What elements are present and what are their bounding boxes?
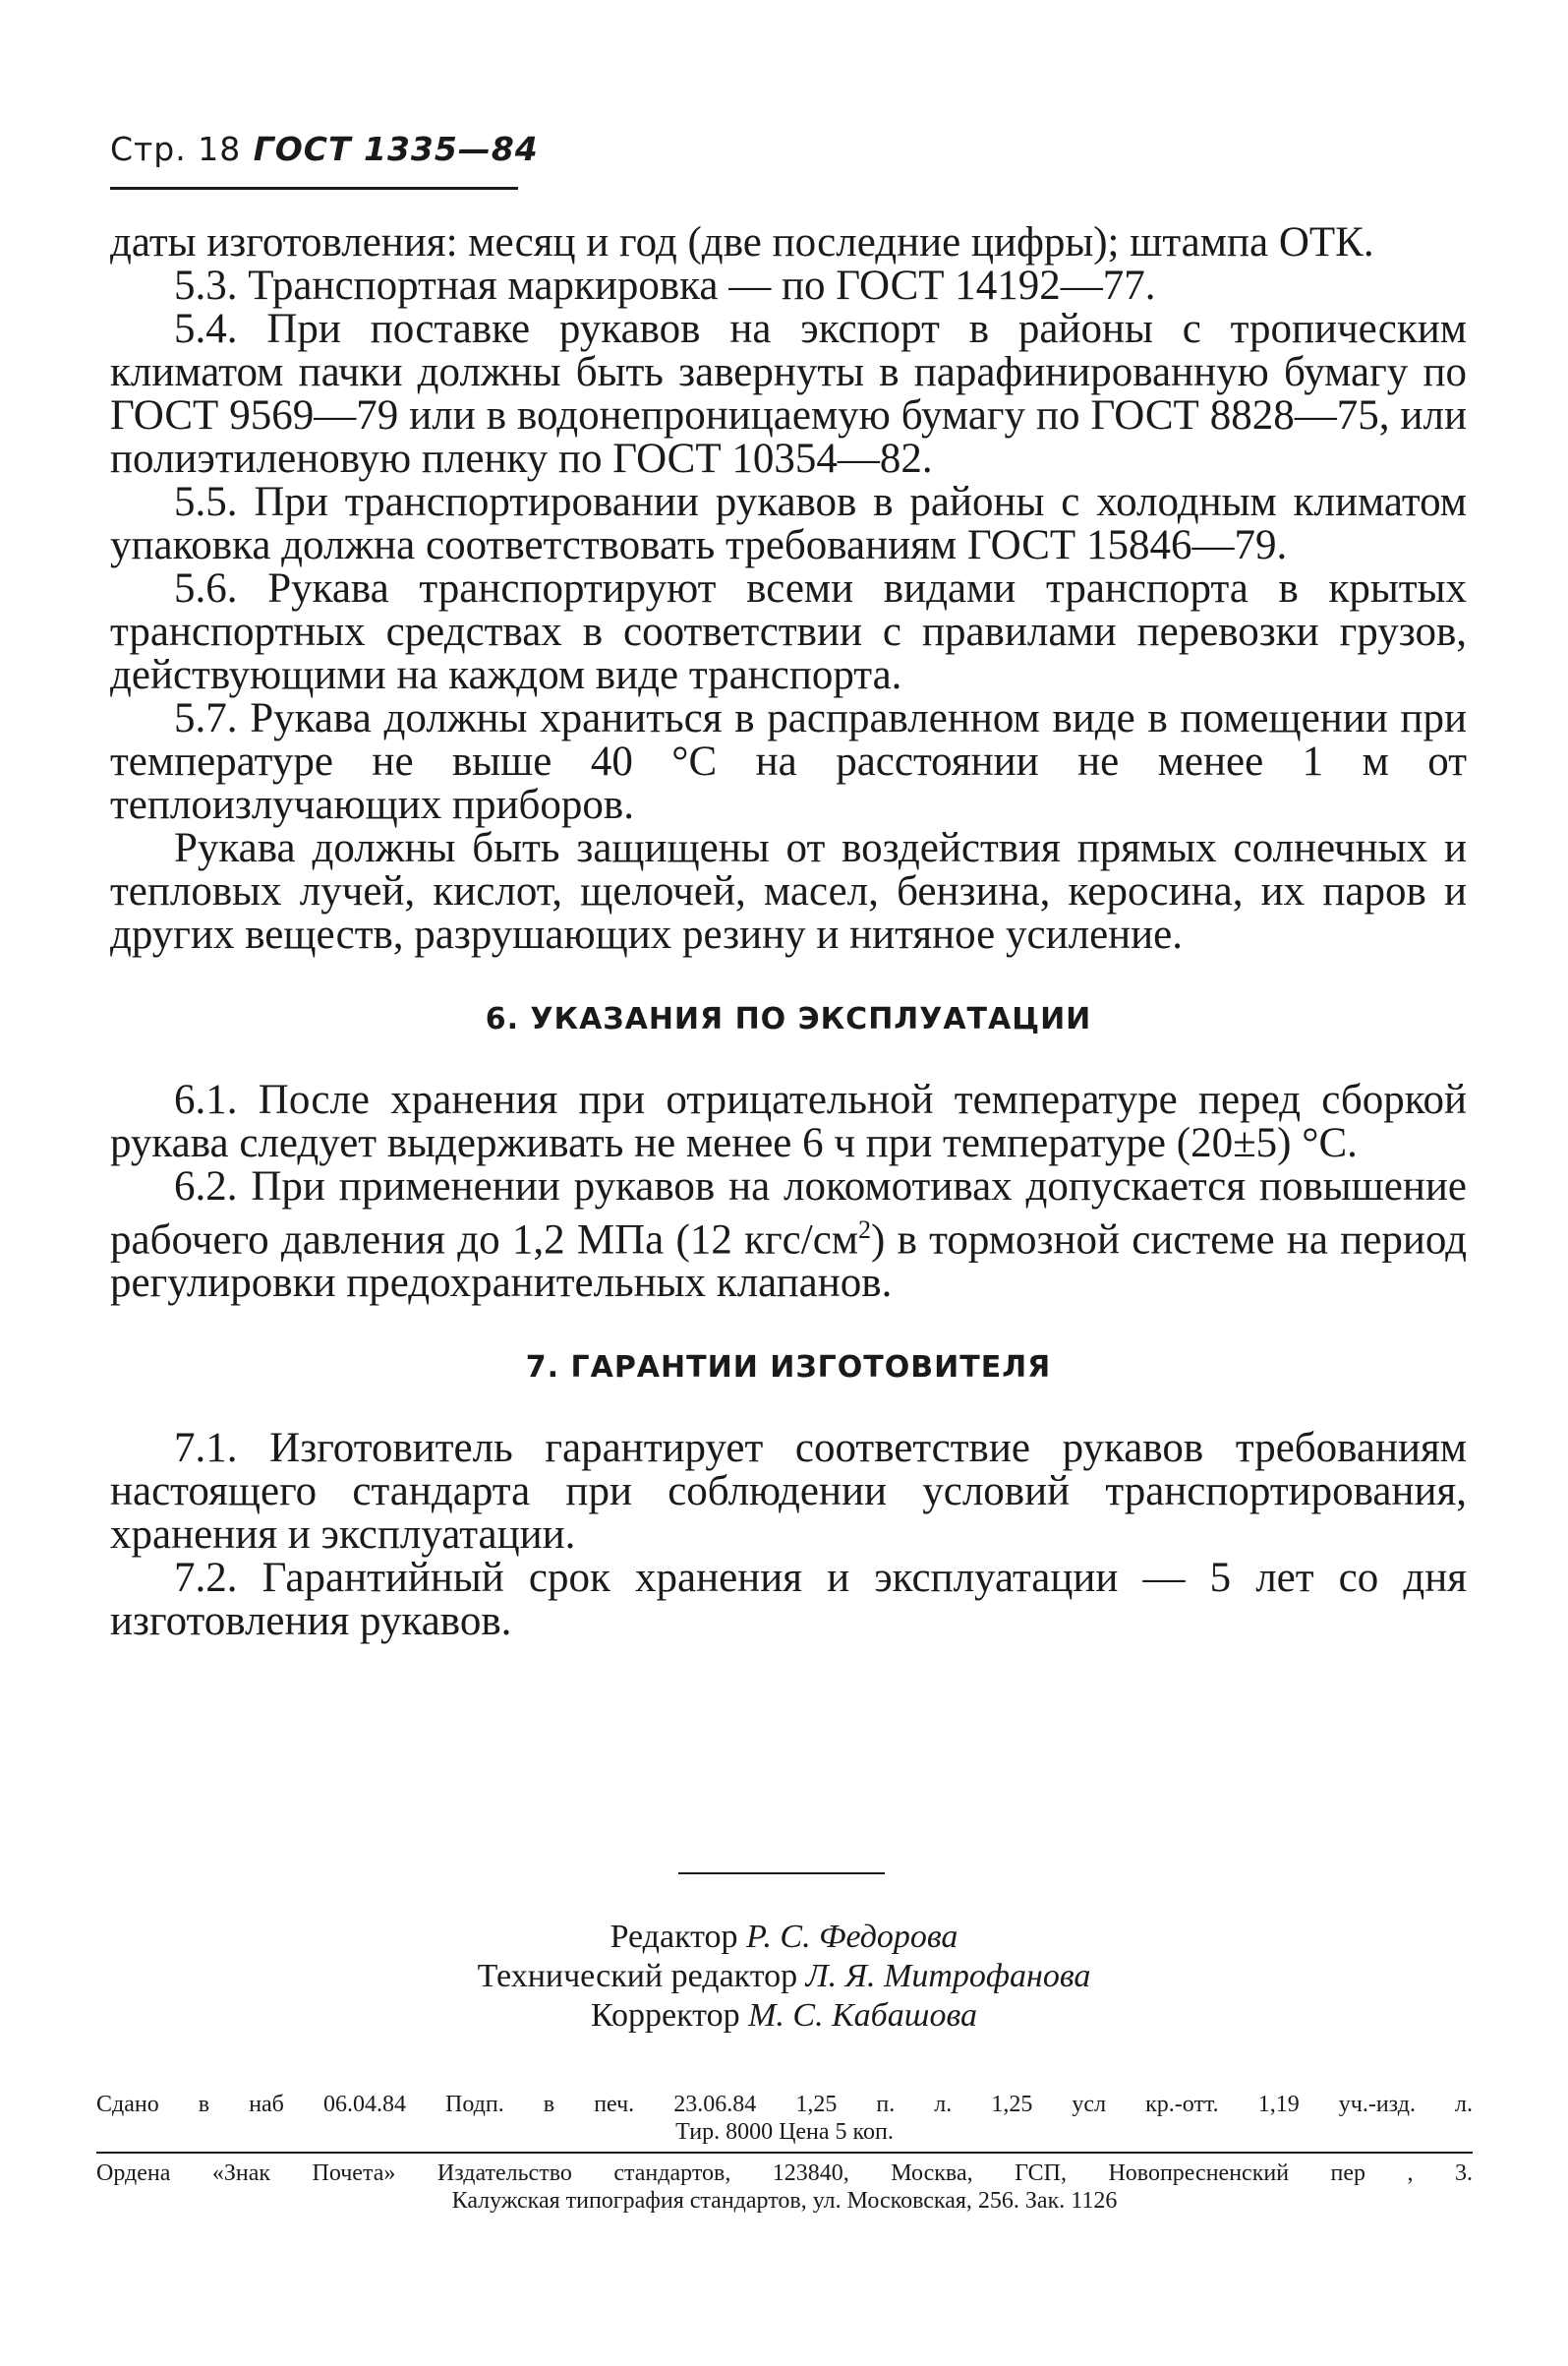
superscript-2: 2 xyxy=(858,1215,871,1244)
section-7-title: 7. ГАРАНТИИ ИЗГОТОВИТЕЛЯ xyxy=(525,1350,1052,1386)
page-header xyxy=(110,130,539,168)
paragraph-6-2-text-a: 6.2. При применении рукавов на локомотивах допускается повышение рабочего давления до 1,2 МПа (12 кгс/см xyxy=(110,1163,1467,1264)
credit-role: Редактор xyxy=(610,1919,738,1955)
credit-role: Технический редактор xyxy=(477,1958,798,1994)
imprint-printer: Калужская типография стандартов, ул. Московская, 256. Зак. 1126 xyxy=(451,2188,1118,2214)
paragraph-6-1: 6.1. После хранения при отрицательной температуре перед сборкой рукава следует выдерживать не менее 6 ч при температуре (20±5) °С. xyxy=(110,1077,1467,1166)
imprint-block xyxy=(96,2091,1473,2215)
paragraph-5-7: 5.7. Рукава должны храниться в расправленном виде в помещении при температуре не выше 40 °С на расстоянии не менее 1 м от теплоизлучающих приборов. xyxy=(110,695,1467,828)
paragraph-protection: Рукава должны быть защищены от воздействия прямых солнечных и тепловых лучей, кислот, щелочей, масел, бензина, керосина, их паров и других веществ, разрушающих резину и нитяное усиление. xyxy=(110,825,1467,958)
credit-name: Р. С. Федорова xyxy=(746,1919,958,1955)
paragraph-6-2-text-b: ) в тормозной системе на период регулировки предохранительных клапанов. xyxy=(110,1216,1467,1307)
imprint-circulation-price: Тир. 8000 Цена 5 коп. xyxy=(675,2119,894,2145)
credit-role: Корректор xyxy=(591,1997,740,2034)
paragraph-5-4: 5.4. При поставке рукавов на экспорт в районы с тропическим климатом пачки должны быть завернуты в парафинированную бумагу по ГОСТ 9569—79 или в водонепроницаемую бумагу по ГОСТ 8828—75, или полиэтиленовую пленку по ГОСТ 10354—82. xyxy=(110,306,1467,482)
paragraph-7-2: 7.2. Гарантийный срок хранения и эксплуатации — 5 лет со дня изготовления рукавов. xyxy=(110,1555,1467,1645)
imprint-rule xyxy=(96,2152,1473,2154)
credit-corrector xyxy=(0,1996,1568,2036)
paragraph-5-3: 5.3. Транспортная маркировка — по ГОСТ 14192—77. xyxy=(174,263,1156,309)
paragraph-date-stamp: даты изготовления: месяц и год (две последние цифры); штампа ОТК. xyxy=(110,219,1374,266)
imprint-publisher: Ордена «Знак Почета» Издательство стандартов, 123840, Москва, ГСП, Новопресненский пер , 3. xyxy=(96,2160,1473,2186)
section-6-title: 6. УКАЗАНИЯ ПО ЭКСПЛУАТАЦИИ xyxy=(485,1002,1092,1036)
page-number: Стр. 18 xyxy=(110,130,242,168)
credit-name: Л. Я. Митрофанова xyxy=(805,1958,1091,1994)
credit-name: М. С. Кабашова xyxy=(748,1997,977,2034)
credit-editor xyxy=(0,1918,1568,1957)
credit-technical-editor xyxy=(0,1957,1568,1996)
paragraph-6-2 xyxy=(110,1165,1467,1305)
standard-number: ГОСТ 1335—84 xyxy=(253,130,539,168)
credits-block xyxy=(0,1918,1568,2036)
paragraph-5-6: 5.6. Рукава транспортируют всеми видами транспорта в крытых транспортных средствах в соответствии с правилами перевозки грузов, действующими на каждом виде транспорта. xyxy=(110,565,1467,698)
header-rule xyxy=(110,187,518,190)
separator-rule xyxy=(678,1872,885,1874)
paragraph-5-5: 5.5. При транспортировании рукавов в районы с холодным климатом упаковка должна соответствовать требованиям ГОСТ 15846—79. xyxy=(110,479,1467,568)
paragraph-7-1: 7.1. Изготовитель гарантирует соответствие рукавов требованиям настоящего стандарта при соблюдении условий транспортирования, хранения и эксплуатации. xyxy=(110,1425,1467,1559)
main-text xyxy=(110,221,1467,1643)
imprint-print-data: Сдано в наб 06.04.84 Подп. в печ. 23.06.84 1,25 п. л. 1,25 усл кр.-отт. 1,19 уч.-изд. л. xyxy=(96,2092,1473,2117)
